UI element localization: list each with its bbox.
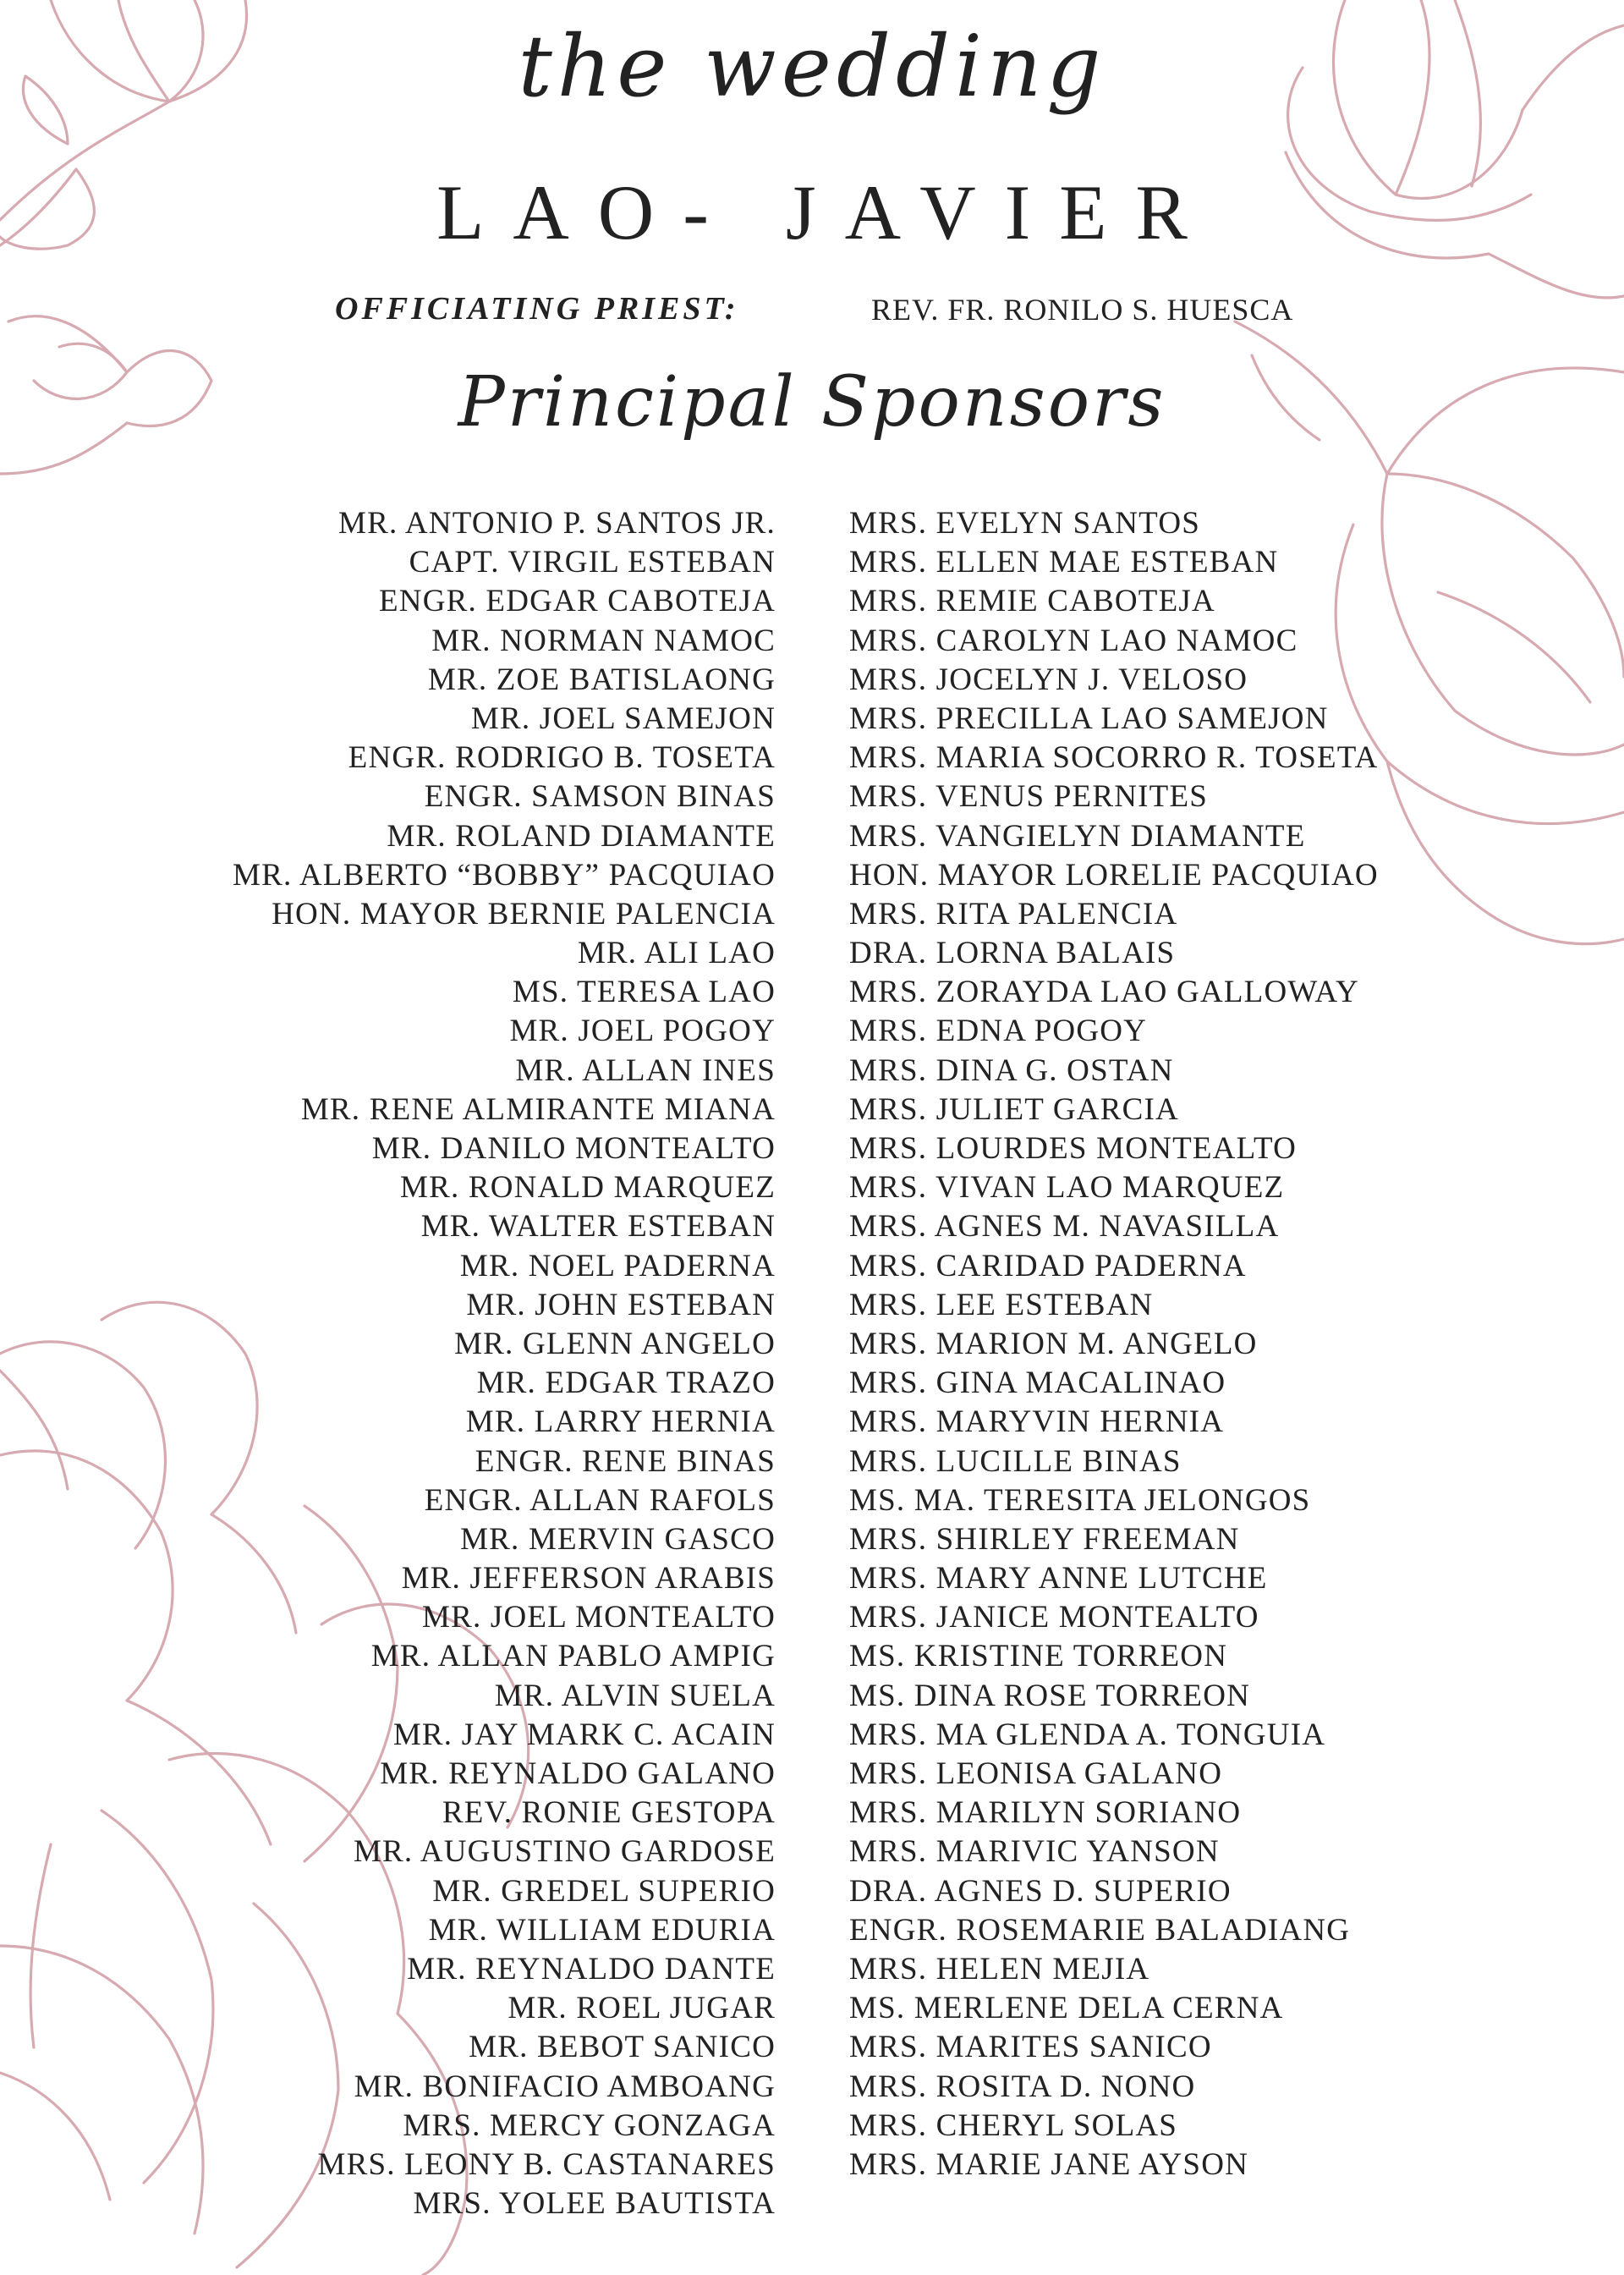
sponsors-right-column xyxy=(849,504,1379,2184)
sponsor-name: MRS. VENUS PERNITES xyxy=(849,779,1209,815)
sponsor-name: MR. RENE ALMIRANTE MIANA xyxy=(300,1091,776,1127)
sponsor-name: MR. ALBERTO “BOBBY” PACQUIAO xyxy=(233,857,776,893)
sponsors-heading: Principal Sponsors xyxy=(458,362,1166,442)
sponsor-name: MRS. VANGIELYN DIAMANTE xyxy=(849,818,1306,854)
sponsor-name: MRS. JANICE MONTEALTO xyxy=(849,1600,1259,1635)
sponsor-name: MRS. VIVAN LAO MARQUEZ xyxy=(849,1170,1285,1206)
sponsor-name: MRS. GINA MACALINAO xyxy=(849,1366,1226,1401)
sponsor-name: MRS. DINA G. OSTAN xyxy=(849,1052,1174,1088)
sponsor-name: MR. DANILO MONTEALTO xyxy=(371,1131,776,1166)
sponsor-name: HON. MAYOR BERNIE PALENCIA xyxy=(272,896,776,931)
sponsor-name: REV. RONIE GESTOPA xyxy=(442,1795,776,1831)
sponsor-name: MRS. HELEN MEJIA xyxy=(849,1951,1150,1987)
wedding-script-title: the wedding xyxy=(518,17,1106,116)
sponsor-name: MRS. MARILYN SORIANO xyxy=(849,1795,1242,1831)
sponsor-name: MRS. ZORAYDA LAO GALLOWAY xyxy=(849,975,1359,1010)
sponsor-name: ENGR. EDGAR CABOTEJA xyxy=(378,584,776,619)
sponsor-name: MR. JOEL SAMEJON xyxy=(470,701,776,736)
sponsor-name: MRS. LEONISA GALANO xyxy=(849,1756,1223,1791)
sponsor-name: MRS. MARY ANNE LUTCHE xyxy=(849,1561,1268,1596)
sponsor-name: DRA. LORNA BALAIS xyxy=(849,936,1176,971)
sponsor-name: MRS. LEONY B. CASTANARES xyxy=(317,2146,776,2182)
sponsor-name: MRS. SHIRLEY FREEMAN xyxy=(849,1521,1240,1557)
sponsor-name: ENGR. RODRIGO B. TOSETA xyxy=(348,740,776,776)
sponsor-name: MS. MA. TERESITA JELONGOS xyxy=(849,1482,1311,1518)
sponsor-name: MRS. MARIA SOCORRO R. TOSETA xyxy=(849,740,1379,776)
sponsor-name: MR. ALVIN SUELA xyxy=(494,1678,776,1713)
sponsor-name: MRS. EDNA POGOY xyxy=(849,1014,1148,1049)
sponsor-name: MS. KRISTINE TORREON xyxy=(849,1639,1228,1674)
sponsor-name: MR. JOHN ESTEBAN xyxy=(466,1287,776,1322)
sponsor-name: MR. ROLAND DIAMANTE xyxy=(387,818,776,854)
sponsor-name: MR. ALI LAO xyxy=(577,936,776,971)
sponsor-name: ENGR. ROSEMARIE BALADIANG xyxy=(849,1912,1351,1948)
sponsor-name: MR. BEBOT SANICO xyxy=(469,2030,776,2065)
sponsor-name: MS. DINA ROSE TORREON xyxy=(849,1678,1251,1713)
sponsor-name: MR. ALLAN PABLO AMPIG xyxy=(370,1639,776,1674)
sponsor-name: MR. JEFFERSON ARABIS xyxy=(401,1561,776,1596)
sponsor-name: MRS. YOLEE BAUTISTA xyxy=(413,2186,776,2222)
sponsor-name: MRS. MERCY GONZAGA xyxy=(403,2107,776,2143)
couple-names: LAO- JAVIER xyxy=(436,169,1216,256)
sponsor-name: MRS. JULIET GARCIA xyxy=(849,1091,1179,1127)
sponsor-name: MR. EDGAR TRAZO xyxy=(476,1366,776,1401)
sponsor-name: MRS. AGNES M. NAVASILLA xyxy=(849,1209,1280,1245)
sponsor-name: ENGR. RENE BINAS xyxy=(475,1443,776,1479)
sponsor-name: MR. GLENN ANGELO xyxy=(454,1326,776,1361)
sponsor-name: ENGR. ALLAN RAFOLS xyxy=(424,1482,776,1518)
sponsor-name: MRS. CHERYL SOLAS xyxy=(849,2107,1178,2143)
sponsor-name: MRS. LOURDES MONTEALTO xyxy=(849,1131,1298,1166)
sponsor-name: MS. MERLENE DELA CERNA xyxy=(849,1991,1284,2026)
sponsor-name: MRS. MARION M. ANGELO xyxy=(849,1326,1258,1361)
sponsors-left-column xyxy=(233,504,776,2223)
sponsor-name: DRA. AGNES D. SUPERIO xyxy=(849,1873,1232,1909)
sponsor-name: MRS. CAROLYN LAO NAMOC xyxy=(849,623,1298,658)
sponsor-name: MR. MERVIN GASCO xyxy=(460,1521,776,1557)
sponsor-name: MRS. MARYVIN HERNIA xyxy=(849,1404,1225,1440)
sponsor-name: MRS. LEE ESTEBAN xyxy=(849,1287,1154,1322)
sponsor-name: MRS. EVELYN SANTOS xyxy=(849,506,1201,541)
sponsor-name: MR. ANTONIO P. SANTOS JR. xyxy=(338,506,776,541)
sponsor-name: MR. JOEL MONTEALTO xyxy=(422,1600,776,1635)
sponsor-name: MR. WALTER ESTEBAN xyxy=(420,1209,776,1245)
sponsor-name: MR. BONIFACIO AMBOANG xyxy=(354,2069,776,2104)
sponsor-name: MR. JOEL POGOY xyxy=(509,1014,776,1049)
sponsor-name: MRS. PRECILLA LAO SAMEJON xyxy=(849,701,1329,736)
sponsor-name: MRS. REMIE CABOTEJA xyxy=(849,584,1215,619)
officiant-name: REV. FR. RONILO S. HUESCA xyxy=(871,293,1294,327)
sponsor-name: MR. NOEL PADERNA xyxy=(459,1248,776,1283)
sponsor-name: MRS. ROSITA D. NONO xyxy=(849,2069,1196,2104)
sponsor-name: MR. ROEL JUGAR xyxy=(508,1991,776,2026)
sponsor-name: MR. REYNALDO GALANO xyxy=(380,1756,776,1791)
sponsor-name: MRS. CARIDAD PADERNA xyxy=(849,1248,1247,1283)
sponsor-name: MR. ZOE BATISLAONG xyxy=(427,662,776,697)
sponsor-name: MRS. MARIVIC YANSON xyxy=(849,1834,1220,1870)
sponsor-name: ENGR. SAMSON BINAS xyxy=(424,779,776,815)
sponsor-name: HON. MAYOR LORELIE PACQUIAO xyxy=(849,857,1379,893)
sponsor-name: CAPT. VIRGIL ESTEBAN xyxy=(409,545,776,580)
sponsor-name: MR. NORMAN NAMOC xyxy=(431,623,776,658)
sponsor-name: MR. REYNALDO DANTE xyxy=(407,1951,776,1987)
sponsor-name: MR. LARRY HERNIA xyxy=(465,1404,776,1440)
sponsor-name: MRS. JOCELYN J. VELOSO xyxy=(849,662,1248,697)
sponsor-name: MRS. RITA PALENCIA xyxy=(849,896,1178,931)
sponsor-name: MR. GREDEL SUPERIO xyxy=(432,1873,776,1909)
officiant-label: OFFICIATING PRIEST: xyxy=(335,291,739,327)
sponsor-name: MRS. MA GLENDA A. TONGUIA xyxy=(849,1717,1326,1752)
sponsor-name: MRS. LUCILLE BINAS xyxy=(849,1443,1182,1479)
sponsor-name: MR. RONALD MARQUEZ xyxy=(399,1170,776,1206)
sponsor-name: MRS. MARITES SANICO xyxy=(849,2030,1212,2065)
sponsor-name: MR. ALLAN INES xyxy=(515,1052,776,1088)
sponsor-name: MR. JAY MARK C. ACAIN xyxy=(392,1717,776,1752)
sponsor-name: MR. WILLIAM EDURIA xyxy=(428,1912,776,1948)
sponsor-name: MRS. ELLEN MAE ESTEBAN xyxy=(849,545,1279,580)
sponsor-name: MRS. MARIE JANE AYSON xyxy=(849,2146,1249,2182)
sponsor-name: MR. AUGUSTINO GARDOSE xyxy=(353,1834,776,1870)
sponsor-name: MS. TERESA LAO xyxy=(512,975,776,1010)
